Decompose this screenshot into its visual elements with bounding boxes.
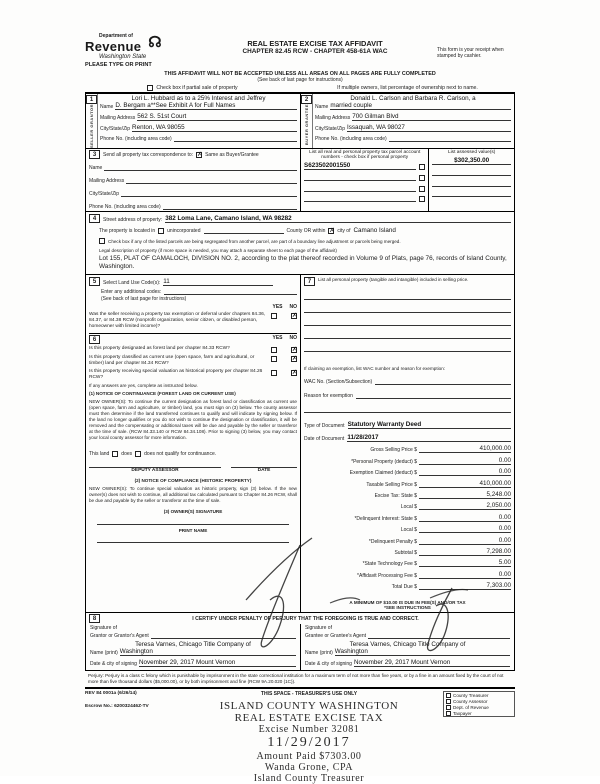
certify-statement: I CERTIFY UNDER PENALTY OF PERJURY THAT THE FOREGOING IS TRUE AND CORRECT. [192,615,419,622]
tax-label-12: Total Due $ [391,584,417,591]
county-assessor-label: County Assessor [453,699,488,705]
forest-no-checkbox[interactable]: ✗ [292,347,298,353]
taxpayer-label: Taxpayer [453,711,472,717]
reason-exemption-line-2[interactable] [304,407,511,413]
personal-property-line-1[interactable] [304,294,511,300]
buyer-phone-value[interactable] [389,136,511,142]
seller-phone-label: Phone No. (including area code) [100,135,172,142]
forest-land-question: Is this property designated as forest land per chapter 84.33 RCW? [89,346,230,351]
type-of-document-label: Type of Document [304,423,345,430]
personal-property-header: List all personal property (tangible and intangible) included in selling price. [318,277,469,283]
tax-label-3: Taxable Selling Price $ [366,481,417,488]
stamp-excise-number: Excise Number 32081 [258,724,360,736]
affidavit-processing-fee-value[interactable]: 0.00 [419,571,511,579]
gross-selling-price-value[interactable]: 410,000.00 [419,445,511,453]
tax-label-9: Subtotal $ [394,549,417,556]
qualify-does-checkbox[interactable] [112,451,118,457]
assessed-value-4[interactable] [432,191,511,197]
section4-number: 4 [89,214,100,223]
seller-phone-value[interactable] [174,136,297,142]
unincorporated-label: unincorporated [167,228,201,235]
buyer-name-line2[interactable]: married couple [330,102,511,110]
corr-phone-value[interactable] [163,204,297,210]
historic-no-checkbox[interactable]: ✗ [292,369,298,376]
current-use-yes-checkbox[interactable] [271,356,277,362]
excise-tax-affidavit-form [85,33,515,784]
tax-correspondence-section [86,149,514,212]
forest-yes-checkbox[interactable] [271,347,277,353]
section7-number: 7 [304,277,315,286]
escrow-value: 620032446Z-TV [114,704,149,710]
grantor-sig-label1: Signature of [90,625,117,632]
grantor-name-line1: Teresa Varnes, Chicago Title Company of [135,641,251,649]
seller-side-label: SELLER GRANTOR [89,104,94,149]
qualify-does-label: does [121,450,133,457]
reason-exemption-label: Reason for exemption [304,393,353,400]
assessed-value-1[interactable]: $302,350.00 [432,157,511,165]
taxable-selling-price-value[interactable]: 410,000.00 [419,480,511,488]
seller-mailing-value[interactable]: 562 S. 51st Court [137,113,297,121]
buyer-mailing-label: Mailing Address [315,115,351,122]
partial-sale-label: Check box if partial sale of property [156,85,238,91]
section1-number: 1 [86,95,97,104]
current-use-no-checkbox[interactable]: ✗ [292,356,298,362]
parcel-4-personal-checkbox[interactable] [419,196,425,202]
form-subtitle: CHAPTER 82.45 RCW - CHAPTER 458-61A WAC [242,48,388,55]
dor-logo [85,33,193,68]
buyer-citystatezip-value[interactable]: Issaquah, WA 98027 [347,124,511,132]
grantor-sig-label2: Grantor or Grantor's Agent [90,633,149,640]
personal-property-tax-column [300,275,514,612]
tax-label-6: *Delinquent Interest: State $ [354,515,417,522]
notice-continuance-title: (1) NOTICE OF CONTINUANCE (FOREST LAND OR CURRENT USE) [89,390,236,396]
form-header [85,33,515,68]
grantee-signature-block [300,624,514,670]
street-address-value[interactable]: 382 Loma Lane, Camano Island, WA 98282 [165,215,511,223]
owner-signature-line[interactable] [97,524,289,525]
perjury-statement: Perjury: Perjury is a class C felony which is punishable by imprisonment in the state correctional institution for a maximum term of not more than five years, or by a fine in an amount fixed by the court of not more than five thousand dollars ($5,000.00), or by both imprisonment and fine (RCW 9A.20.020 (1C)). [85,671,515,689]
grantor-date-label: Date & city of signing [90,661,137,668]
parcel-1-personal-checkbox[interactable] [419,164,425,170]
certification-section [86,613,514,670]
section8-number: 8 [89,614,100,623]
corr-mailing-value[interactable] [126,178,297,184]
date-of-document-value[interactable]: 11/28/2017 [347,434,511,442]
stamp-county-line: ISLAND COUNTY WASHINGTON [219,700,399,713]
escrow-label: Escrow No.: [85,704,113,710]
receipt-note: This form is your receipt when stamped by cashier. [437,47,504,59]
grantee-name-label: Name (print) [305,650,333,657]
minimum-due-note: A MINIMUM OF $10.00 IS DUE IN FEE(S) AND/OR TAX [349,600,466,606]
seller-name-line1[interactable]: Lori L. Hubbard as to a 25% Interest and Jeffrey [131,95,266,102]
total-due-value[interactable]: 7,303.00 [419,582,511,590]
wac-number-value[interactable] [375,379,511,385]
reason-exemption-value[interactable] [356,393,511,399]
grantee-name-line1: Teresa Varnes, Chicago Title Company of [349,641,466,649]
exemption-claim-note: If claiming an exemption, list WAC number and reason for exemption: [304,366,446,372]
personal-property-line-4[interactable] [304,333,511,339]
parcel-number-value[interactable]: S623502001550 [304,162,416,170]
parcel-3-personal-checkbox[interactable] [419,186,425,192]
delinquent-interest-state-value[interactable]: 0.00 [419,514,511,522]
parcel-2-personal-checkbox[interactable] [419,175,425,181]
section6-yes-header: YES [272,335,283,341]
treasurer-footer [85,689,515,784]
state-technology-fee-value[interactable]: 5.00 [419,559,511,567]
send-correspondence-label: Send all property tax correspondence to: [103,151,194,158]
see-instructions-note: *SEE INSTRUCTIONS [384,605,431,611]
logo-dept-text: Department of [99,33,133,39]
notice-compliance-title: (2) NOTICE OF COMPLIANCE (HISTORIC PROPERTY) [134,477,252,483]
multiple-owners-note: If multiple owners, list percentage of ownership next to name. [337,85,478,91]
subtotal-value[interactable]: 7,298.00 [419,548,511,556]
grantor-name-line2[interactable]: Washington [120,648,296,656]
taxpayer-checkbox[interactable] [446,711,451,716]
form-title: REAL ESTATE EXCISE TAX AFFIDAVIT [247,39,383,48]
corr-name-label: Name [89,165,103,172]
corr-phone-label: Phone No. (including area code) [89,204,161,211]
if-yes-note: If any answers are yes, complete as instructed below. [89,382,198,388]
property-address-section [86,212,514,275]
parcel-3-value[interactable] [304,186,416,192]
seller-buyer-section [86,94,514,149]
current-use-question: Is this property classified as current use (open space, farm and agricultural, or timber) land per chapter 84.34 RCW? [89,355,255,366]
section3-number: 3 [89,150,100,159]
unincorporated-checkbox[interactable] [158,228,164,234]
city-of-value[interactable]: Camano Island [353,227,396,235]
personal-property-deduct-value[interactable]: 0.00 [419,457,511,465]
distribution-checkboxes [443,691,515,717]
buyer-block [300,94,514,148]
tax-label-7: Local $ [400,527,417,534]
city-of-label: city of [337,228,351,235]
please-type-note: PLEASE TYPE OR PRINT [85,62,152,68]
land-use-column [86,275,300,612]
county-or-within-label: County OR within [286,228,326,235]
segregated-label: Check box if any of the listed parcels are being segregated from another parcel, are part of a boundary line adjustment or parcels being merged. [108,238,401,244]
section5-number: 5 [89,277,100,286]
grantee-sig-label1: Signature of [305,625,332,632]
section6-number: 6 [89,335,100,344]
assessed-value-2[interactable] [432,170,511,176]
section5-yes-header: YES [272,304,283,311]
print-name-line[interactable] [97,542,289,543]
seller-citystatezip-label: City/State/Zip [100,126,131,133]
grantor-name-label: Name (print) [90,650,118,657]
county-value[interactable] [204,233,284,234]
seller-name-label: Name [100,104,114,110]
grantee-sig-label2: Grantee or Grantee's Agent [305,633,366,640]
tax-label-4: Excise Tax: State $ [374,493,417,499]
tax-label-10: *State Technology Fee $ [362,561,417,568]
personal-property-line-3[interactable] [304,320,511,326]
section5-no-header: NO [289,304,297,311]
parcel-2-value[interactable] [304,175,416,181]
tax-label-0: Gross Selling Price $ [370,447,417,454]
stamp-treasurer-name: Wanda Grone, CPA [264,762,354,774]
buyer-phone-label: Phone No. (including area code) [315,135,387,142]
see-back-note: (See back of last page for instructions) [257,77,343,83]
stamp-amount-paid: Amount Paid $7303.00 [256,751,362,763]
corr-mailing-label: Mailing Address [89,178,125,185]
parcel-4-value[interactable] [304,196,416,202]
qualify-pre-label: This land [89,450,110,457]
qualify-does-not-checkbox[interactable] [135,451,141,457]
assessed-values-header: List assessed value(s) [447,150,496,156]
seller-name-line2[interactable]: D. Bergam a**See Exhibit A for Full Names [115,102,297,110]
seller-citystatezip-value[interactable]: Renton, WA 98055 [132,124,297,132]
located-in-label: The property is located in [99,228,156,235]
county-assessor-checkbox[interactable] [446,699,451,704]
section2-number: 2 [301,95,312,104]
corr-citystatezip-value[interactable] [121,191,297,197]
legal-description-label: Legal description of property (if more space is needed, you may attach a separate sheet to each page of the affidavit) [99,248,337,254]
delinquent-interest-local-value[interactable]: 0.00 [419,525,511,533]
delinquent-penalty-value[interactable]: 0.00 [419,537,511,545]
assessed-value-3[interactable] [432,181,511,187]
seller-mailing-label: Mailing Address [100,115,136,122]
personal-property-line-2[interactable] [304,307,511,313]
buyer-name-line1[interactable]: Donald L. Carlson and Barbara R. Carlson, a [350,95,476,102]
excise-tax-state-value[interactable]: 5,248.00 [419,491,511,499]
grantee-signature-line[interactable] [368,633,510,639]
section6-no-header: NO [289,335,297,341]
seller-exemption-question: Was the seller receiving a property tax exemption or deferral under chapters 84.36, 84.37, or 84.38 RCW (nonprofit organization, senior citizen, or disabled person, homeowner with limited income)? [89,312,266,330]
exemption-claimed-value[interactable]: 0.00 [419,468,511,476]
buyer-name-label: Name [315,104,329,110]
grantor-signature-block [86,624,300,670]
personal-property-line-5[interactable] [304,346,511,352]
qualify-does-not-label: does not qualify for continuance. [144,450,217,457]
corr-name-value[interactable] [104,165,297,171]
rev-form-number: REV 84 0001a (6/26/14) [85,691,137,697]
city-checkbox[interactable]: ✗ [329,228,335,235]
acceptance-notice: THIS AFFIDAVIT WILL NOT BE ACCEPTED UNLESS ALL AREAS ON ALL PAGES ARE FULLY COMPLETED [164,71,436,77]
logo-state-text: Washington State [99,54,147,60]
buyer-side-label: BUYER GRANTEE [304,104,309,146]
county-treasurer-label: County Treasurer [453,693,489,699]
legal-description-value[interactable]: Lot 155, PLAT OF CAMALOCH, DIVISION NO. 2, according to the plat thereof recorded in Volume 9 of Plats, page 76, records of Island County, Washington. [99,255,507,271]
same-as-buyer-label: Same as Buyer/Grantee [205,151,259,158]
seller-block [86,94,300,148]
stamp-date: 11/29/2017 [267,735,351,751]
buyer-citystatezip-label: City/State/Zip [315,126,346,133]
tax-label-2: Exemption Claimed (deduct) $ [349,470,417,477]
grantor-date-value[interactable]: November 29, 2017 Mount Vernon [139,659,296,667]
notice-compliance-text: NEW OWNER(S): To continue special valuation as historic property, sign (3) below. If the new owner(s) does not wish to continue, all additional tax calculated pursuant to Chapter 84.26 RCW, shall be due and payable by the seller or transferor at the time of sale. [89,485,297,503]
corr-citystatezip-label: City/State/Zip [89,191,120,198]
grantor-signature-line[interactable] [151,633,296,639]
logo-revenue-text: Revenue [85,39,142,54]
tax-label-8: *Delinquent Penalty $ [368,538,417,545]
owner-signature-heading: (3) OWNER(S) SIGNATURE [163,508,223,514]
land-use-code-label: Select Land Use Code(s): [103,280,161,287]
assessor-date-line[interactable]: DATE [231,467,297,473]
street-address-label: Street address of property: [103,217,163,224]
treasurer-use-only-label: THIS SPACE - TREASURER'S USE ONLY [260,691,358,698]
tax-label-5: Local $ [400,504,417,511]
type-of-document-value[interactable]: Statutory Warranty Deed [348,421,511,429]
date-of-document-label: Date of Document [304,436,345,443]
same-as-buyer-checkbox[interactable]: ✗ [197,151,203,158]
exemption-yes-checkbox[interactable] [271,313,277,319]
stamp-reet-line: REAL ESTATE EXCISE TAX [234,712,384,725]
dept-revenue-label: Dept. of Revenue [453,705,489,711]
partial-sale-checkbox[interactable] [147,85,153,91]
tax-label-1: *Personal Property (deduct) $ [351,458,417,465]
grantee-name-line2[interactable]: Washington [335,648,510,656]
dor-swoosh-icon: ☊ [148,34,162,51]
additional-codes-label: Enter any additional codes: [101,289,162,296]
stamp-treasurer-title: Island County Treasurer [253,773,365,784]
additional-codes-value[interactable] [164,289,297,295]
wac-number-label: WAC No. (Section/Subsection) [304,379,373,386]
exemption-no-checkbox[interactable]: ✗ [292,313,298,320]
grantee-date-value[interactable]: November 29, 2017 Mount Vernon [354,659,510,667]
dept-revenue-checkbox[interactable] [446,705,451,710]
grantee-date-label: Date & city of signing [305,661,352,668]
segregated-checkbox[interactable] [99,238,105,244]
treasurer-stamp [175,700,443,784]
historic-yes-checkbox[interactable] [271,370,277,376]
tax-label-11: *Affidavit Processing Fee $ [357,572,417,579]
see-back-instructions: (See back of last page for instructions) [101,296,187,303]
land-use-code-value[interactable]: 11 [163,278,273,286]
print-name-heading: PRINT NAME [178,527,208,533]
deputy-assessor-line[interactable]: DEPUTY ASSESSOR [89,467,221,473]
buyer-mailing-value[interactable]: 700 Gilman Blvd [352,113,511,121]
parcel-numbers-header: List all real and personal property tax parcel account numbers - check box if personal property [309,150,421,161]
historic-question: Is this property receiving special valuation as historical property per chapter 84.26 RCW? [89,368,263,380]
excise-tax-local-value[interactable]: 2,050.00 [419,502,511,510]
notice-continuance-text: NEW OWNER(S): To continue the current designation as forest land or classification as current use (open space, farm and agriculture, or timber) land, you must sign on (3) below. The county assessor must then determine if the land transferred continues to qualify and will indicate by signing below. If the land no longer qualifies or you do not wish to continue the designation or classification, it will be removed and the compensating or additional taxes will be due and payable by the seller or transferor at the time of sale. (RCW 84.33.140 or RCW 84.34.108). Prior to signing (3) below, you may contact your local county assessor for more information. [89,398,297,440]
county-treasurer-checkbox[interactable] [446,693,451,698]
